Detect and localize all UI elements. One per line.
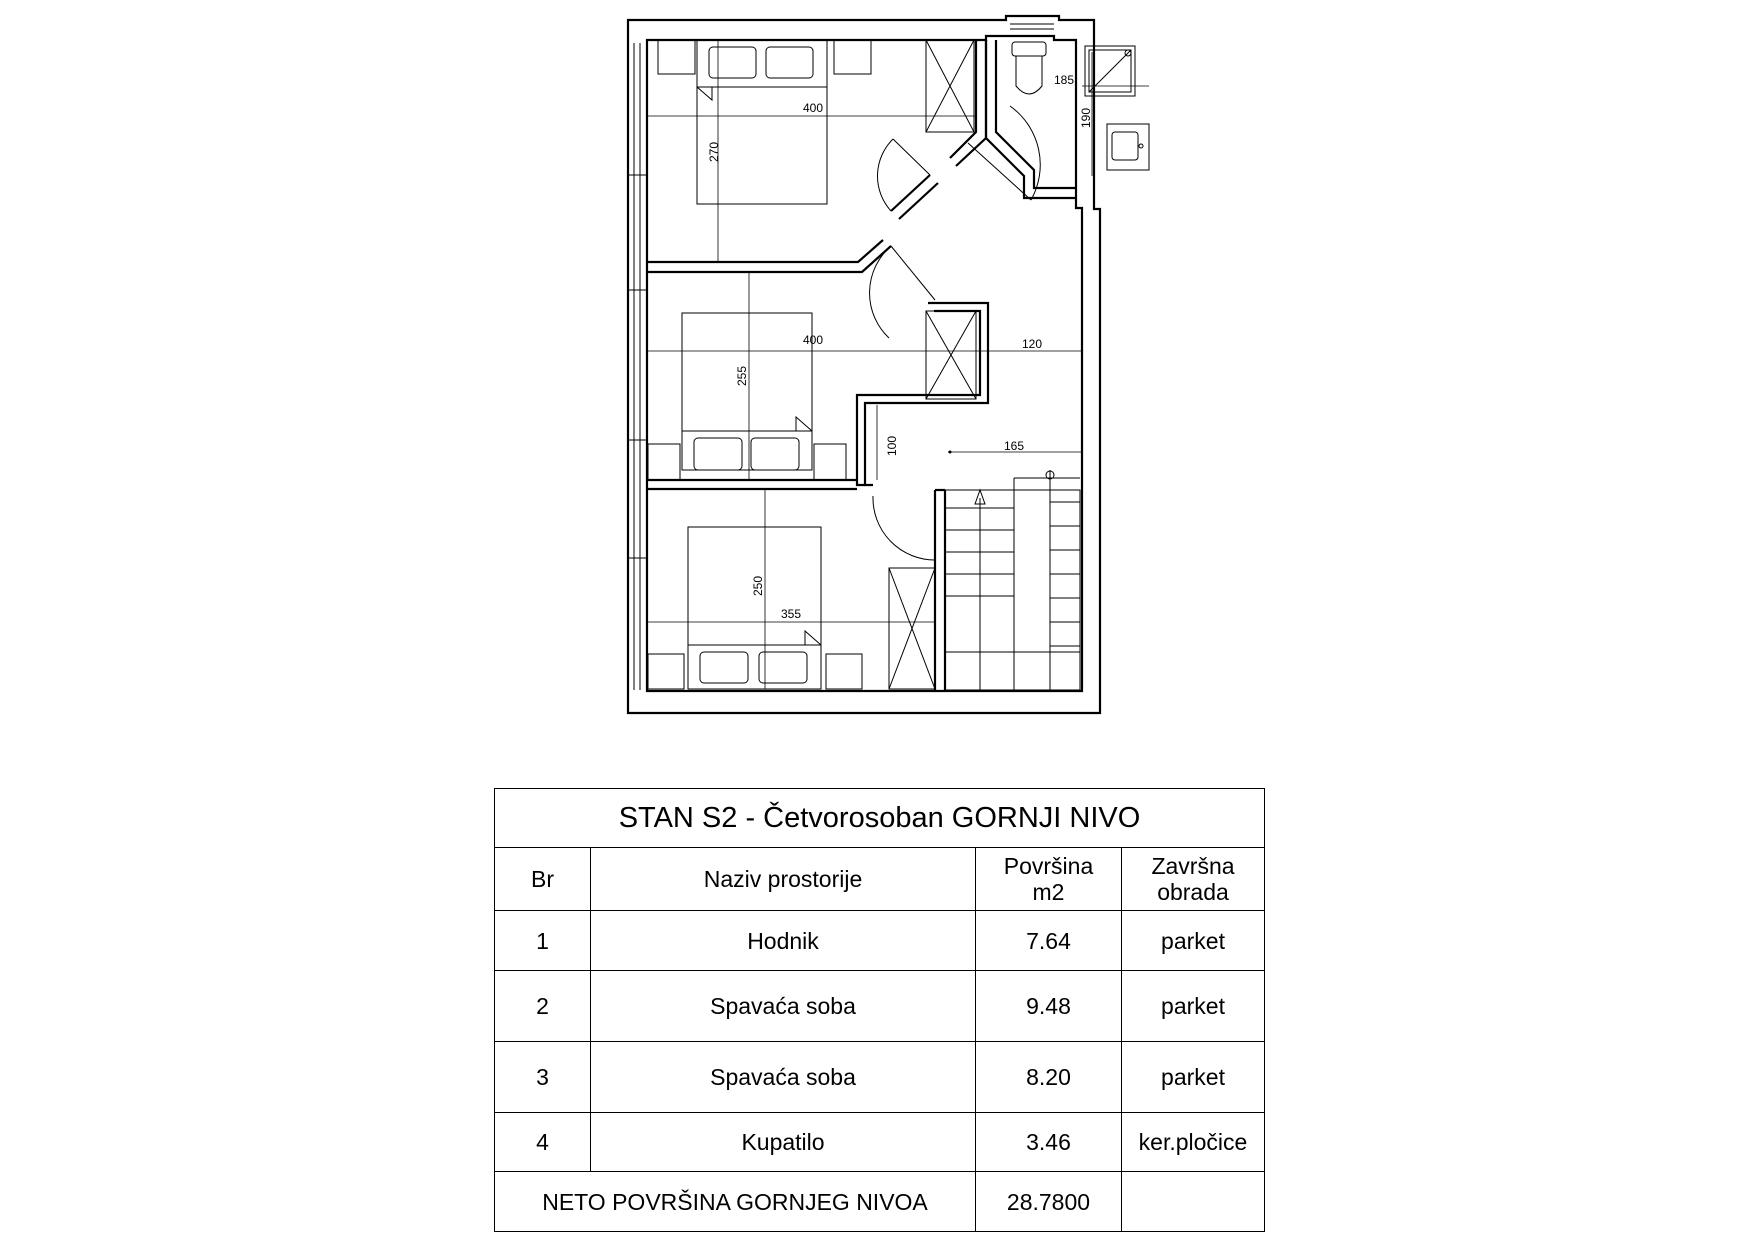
row-no: 4 [495, 1113, 591, 1172]
room-area-table [494, 788, 1265, 1232]
row-finish: parket [1122, 911, 1265, 971]
dim-hall-width: 120 [1022, 337, 1043, 351]
row-area: 9.48 [976, 971, 1122, 1042]
bedroom-3-furniture [647, 489, 935, 689]
row-finish: parket [1122, 1042, 1265, 1113]
row-name: Spavaća soba [591, 971, 976, 1042]
row-finish: parket [1122, 971, 1265, 1042]
table-header-row [495, 848, 1265, 911]
dim-room3-width: 355 [781, 607, 802, 621]
total-value: 28.7800 [976, 1172, 1122, 1232]
row-no: 1 [495, 911, 591, 971]
interior-walls [647, 40, 1076, 691]
row-name: Hodnik [591, 911, 976, 971]
row-no: 2 [495, 971, 591, 1042]
dim-landing-width: 165 [1004, 439, 1025, 453]
dim-room2-width: 400 [803, 333, 824, 347]
dim-bath-width: 185 [1054, 73, 1075, 87]
row-finish: ker.pločice [1122, 1113, 1265, 1172]
header-name: Naziv prostorije [591, 848, 976, 911]
header-no: Br [495, 848, 591, 911]
row-area: 8.20 [976, 1042, 1122, 1113]
dim-room2-depth: 255 [735, 365, 749, 386]
table-row [495, 911, 1265, 971]
row-area: 7.64 [976, 911, 1122, 971]
table-row [495, 1042, 1265, 1113]
header-area-line1: Površina [1003, 853, 1094, 879]
table-row [495, 971, 1265, 1042]
table-title: STAN S2 - Četvorosoban GORNJI NIVO [495, 789, 1265, 848]
row-name: Spavaća soba [591, 1042, 976, 1113]
doors [870, 106, 1041, 560]
dim-bath-depth: 190 [1079, 107, 1093, 128]
dim-room3-depth: 250 [751, 575, 765, 596]
dim-room1-depth: 270 [707, 141, 721, 162]
header-finish-line2: obrada [1157, 879, 1229, 905]
table-total-row [495, 1172, 1265, 1232]
dim-landing-depth: 100 [885, 435, 899, 456]
row-area: 3.46 [976, 1113, 1122, 1172]
row-name: Kupatilo [591, 1113, 976, 1172]
wardrobes [889, 40, 976, 689]
header-finish [1122, 848, 1265, 911]
header-finish-line1: Završna [1151, 853, 1235, 879]
total-label: NETO POVRŠINA GORNJEG NIVOA [495, 1172, 976, 1232]
table-row [495, 1113, 1265, 1172]
dim-room1-width: 400 [803, 101, 824, 115]
bedroom-1-furniture [647, 40, 976, 262]
row-no: 3 [495, 1042, 591, 1113]
header-area-line2: m2 [1032, 879, 1065, 905]
stair [877, 405, 1082, 690]
header-area [976, 848, 1122, 911]
exterior-walls [628, 16, 1100, 713]
total-finish [1122, 1172, 1265, 1232]
